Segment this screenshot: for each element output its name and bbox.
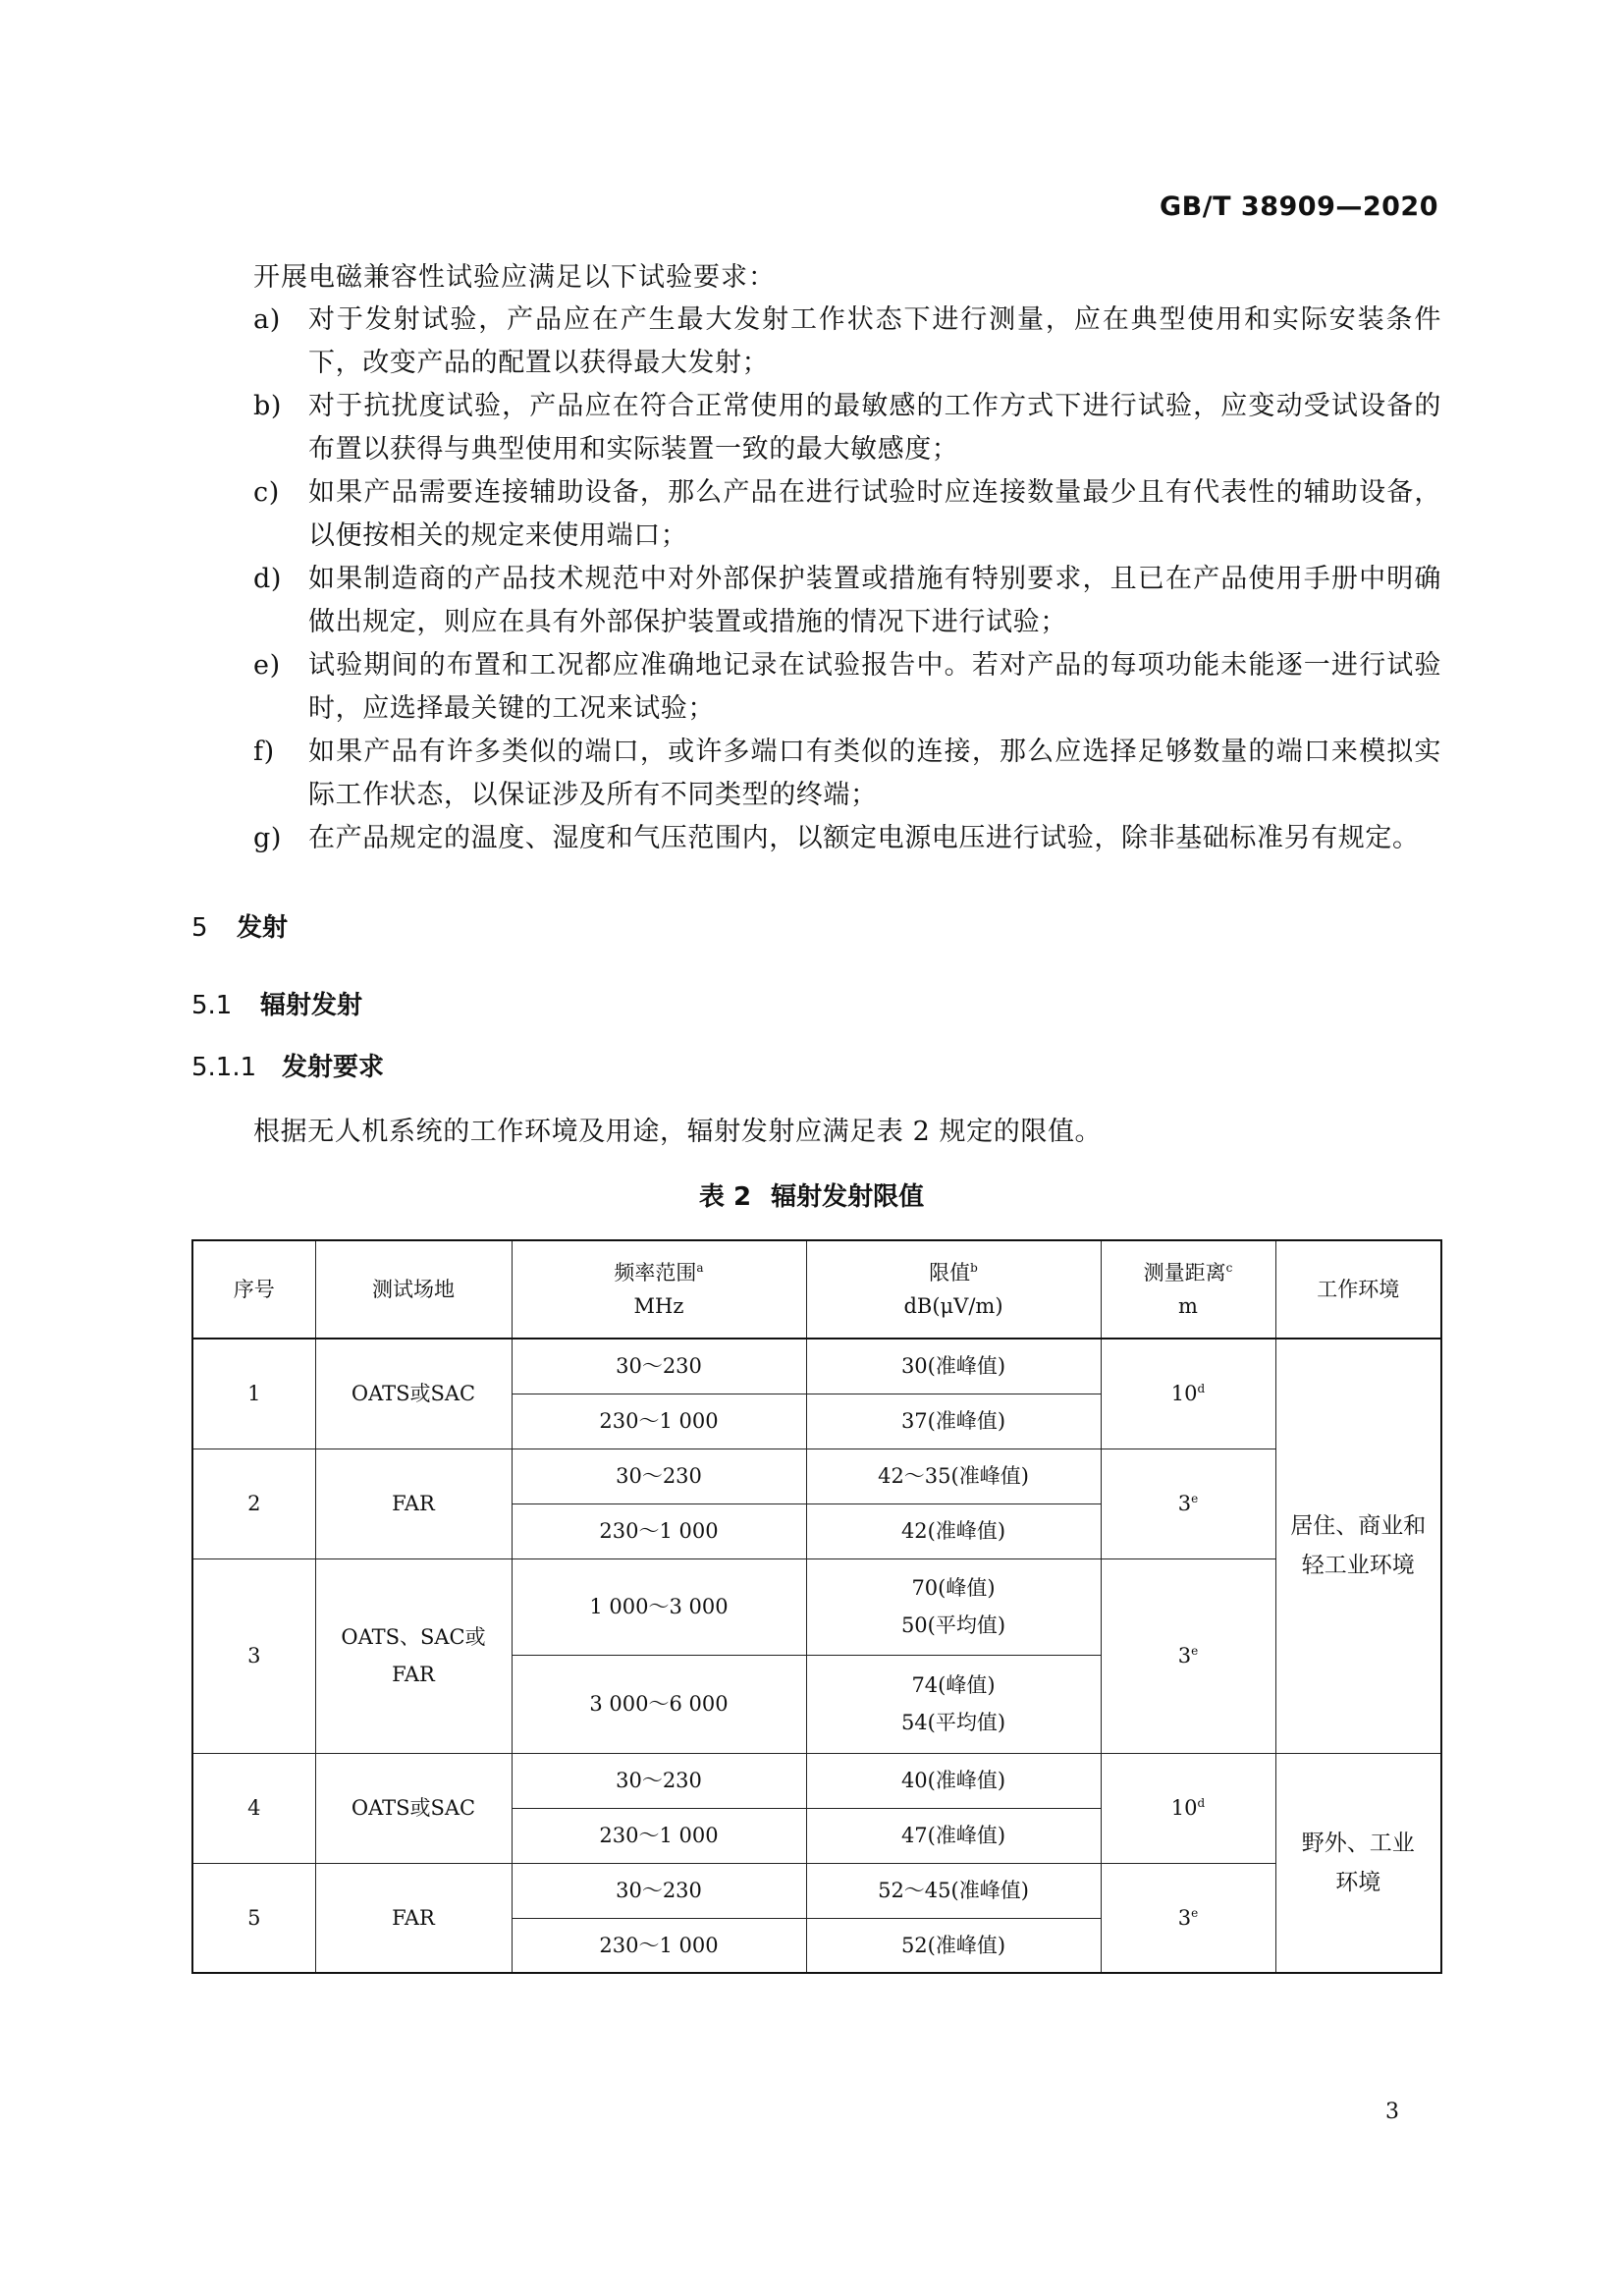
- cell-site: FAR: [315, 1863, 512, 1973]
- cell-limit: 70(峰值) 50(平均值): [806, 1558, 1101, 1655]
- section-heading: [191, 1047, 384, 1083]
- cell-seq: 5: [192, 1863, 315, 1973]
- cell-limit: 30(准峰值): [806, 1339, 1101, 1394]
- header-env: 工作环境: [1275, 1240, 1441, 1339]
- standard-code: GB/T 38909—2020: [1160, 191, 1438, 222]
- item-text: 如果产品需要连接辅助设备，那么产品在进行试验时应连接数量最少且有代表性的辅助设备，以便按相关的规定来使用端口；: [308, 477, 1441, 551]
- intro-text: 开展电磁兼容性试验应满足以下试验要求：: [253, 262, 776, 293]
- header-site: 测试场地: [315, 1240, 512, 1339]
- item-marker: f): [253, 737, 275, 767]
- section-heading: [191, 985, 362, 1021]
- cell-freq: 230～1 000: [512, 1808, 806, 1863]
- item-text: 在产品规定的温度、湿度和气压范围内，以额定电源电压进行试验，除非基础标准另有规定。: [308, 823, 1420, 853]
- header-limit: 限值$^b$ dB(μV/m): [806, 1240, 1101, 1339]
- cell-limit: 74(峰值) 54(平均值): [806, 1655, 1101, 1753]
- cell-limit: 52～45(准峰值): [806, 1863, 1101, 1918]
- table-row: [192, 1863, 1441, 1918]
- cell-freq: 230～1 000: [512, 1503, 806, 1558]
- cell-seq: 3: [192, 1558, 315, 1753]
- requirement-item: [253, 731, 1441, 817]
- item-text: 试验期间的布置和工况都应准确地记录在试验报告中。若对产品的每项功能未能逐一进行试验时，应选择最关键的工况来试验；: [308, 650, 1441, 724]
- item-text: 如果制造商的产品技术规范中对外部保护装置或措施有特别要求，且已在产品使用手册中明确做出规定，则应在具有外部保护装置或措施的情况下进行试验；: [308, 564, 1441, 637]
- cell-distance: 10$^d$: [1101, 1339, 1275, 1449]
- cell-seq: 2: [192, 1449, 315, 1558]
- cell-limit: 47(准峰值): [806, 1808, 1101, 1863]
- section-number: 5.1: [191, 991, 233, 1020]
- requirement-item: [253, 558, 1441, 644]
- cell-freq: 30～230: [512, 1863, 806, 1918]
- cell-site: OATS、SAC或 FAR: [315, 1558, 512, 1753]
- section-title: 发射要求: [282, 1053, 385, 1082]
- table-row: [192, 1449, 1441, 1503]
- cell-freq: 30～230: [512, 1339, 806, 1394]
- requirement-item: [253, 385, 1441, 471]
- body-paragraph: 根据无人机系统的工作环境及用途，辐射发射应满足表 2 规定的限值。: [253, 1117, 1103, 1147]
- section-number: 5: [191, 913, 208, 943]
- header-seq: 序号: [192, 1240, 315, 1339]
- cell-freq: 230～1 000: [512, 1394, 806, 1449]
- requirement-item: [253, 817, 1441, 860]
- table-row: [192, 1753, 1441, 1808]
- item-marker: c): [253, 477, 280, 508]
- emission-limits-table: [191, 1239, 1442, 1974]
- cell-distance: 3e: [1101, 1863, 1275, 1973]
- cell-env: 居住、商业和 轻工业环境: [1275, 1339, 1441, 1753]
- item-text: 对于抗扰度试验，产品应在符合正常使用的最敏感的工作方式下进行试验，应变动受试设备的布置以获得与典型使用和实际装置一致的最大敏感度；: [308, 391, 1441, 465]
- table-row: [192, 1339, 1441, 1394]
- cell-seq: 4: [192, 1753, 315, 1863]
- section-title: 发射: [237, 913, 289, 943]
- cell-limit: 37(准峰值): [806, 1394, 1101, 1449]
- cell-distance: 3e: [1101, 1449, 1275, 1558]
- table-number: 表 2: [698, 1182, 752, 1212]
- section-number: 5.1.1: [191, 1053, 257, 1082]
- cell-distance: 3e: [1101, 1558, 1275, 1753]
- requirement-item: [253, 471, 1441, 558]
- cell-seq: 1: [192, 1339, 315, 1449]
- cell-site: FAR: [315, 1449, 512, 1558]
- item-text: 如果产品有许多类似的端口，或许多端口有类似的连接，那么应选择足够数量的端口来模拟实际工作状态，以保证涉及所有不同类型的终端；: [308, 737, 1441, 810]
- item-marker: a): [253, 304, 281, 335]
- section-heading: [191, 907, 288, 944]
- section-title: 辐射发射: [260, 991, 363, 1020]
- table-title: 辐射发射限值: [771, 1182, 925, 1212]
- item-marker: d): [253, 564, 283, 594]
- cell-freq: 30～230: [512, 1449, 806, 1503]
- table-caption: [0, 1176, 1623, 1213]
- cell-freq: 30～230: [512, 1753, 806, 1808]
- cell-env: 野外、工业 环境: [1275, 1753, 1441, 1973]
- cell-freq: 230～1 000: [512, 1918, 806, 1973]
- table-header-row: [192, 1240, 1441, 1339]
- page-number: 3: [1385, 2100, 1399, 2124]
- header-freq: 频率范围$^a$ MHz: [512, 1240, 806, 1339]
- cell-site: OATS或SAC: [315, 1753, 512, 1863]
- item-text: 对于发射试验，产品应在产生最大发射工作状态下进行测量，应在典型使用和实际安装条件下，改变产品的配置以获得最大发射；: [308, 304, 1441, 378]
- cell-limit: 42～35(准峰值): [806, 1449, 1101, 1503]
- item-marker: b): [253, 391, 283, 421]
- item-marker: e): [253, 650, 281, 681]
- header-distance: 测量距离$^c$ m: [1101, 1240, 1275, 1339]
- item-marker: g): [253, 823, 283, 853]
- cell-freq: 1 000～3 000: [512, 1558, 806, 1655]
- cell-limit: 40(准峰值): [806, 1753, 1101, 1808]
- cell-distance: 10$^d$: [1101, 1753, 1275, 1863]
- requirement-item: [253, 644, 1441, 731]
- cell-limit: 42(准峰值): [806, 1503, 1101, 1558]
- requirement-item: [253, 299, 1441, 385]
- table-row: [192, 1558, 1441, 1655]
- cell-freq: 3 000～6 000: [512, 1655, 806, 1753]
- cell-site: OATS或SAC: [315, 1339, 512, 1449]
- cell-limit: 52(准峰值): [806, 1918, 1101, 1973]
